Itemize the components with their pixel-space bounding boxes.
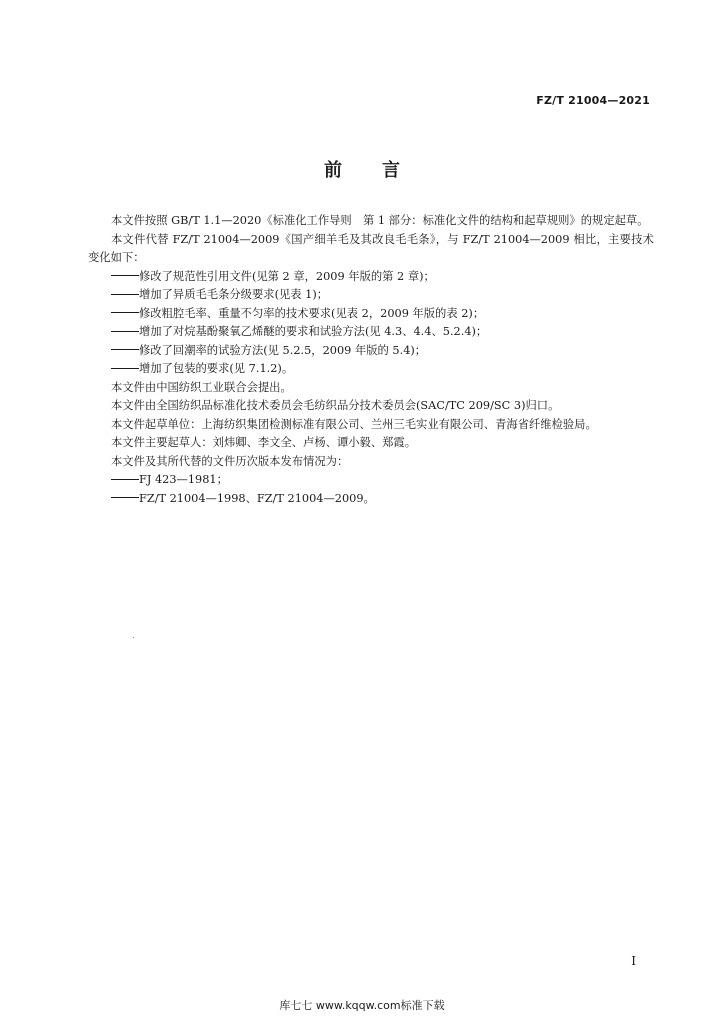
paragraph-history-intro: 本文件及其所代替的文件历次版本发布情况为： — [111, 454, 349, 468]
list-item — [88, 268, 654, 287]
dash-mark — [111, 312, 139, 313]
change-item-text: 增加了对烷基酚聚氧乙烯醚的要求和试验方法(见 4.3、4.4、5.2.4)； — [139, 325, 488, 338]
title-char-1: 前 — [324, 160, 342, 181]
change-item-text: 增加了异质毛毛条分级要求(见表 1)； — [139, 288, 329, 301]
paragraph-replacement: 本文件代替 FZ/T 21004—2009《国产细羊毛及其改良毛毛条》，与 FZ/T 21004—2009 相比，主要技术变化如下： — [88, 232, 654, 264]
title-char-2: 言 — [382, 160, 400, 181]
change-item-text: 增加了包装的要求(见 7.1.2)。 — [139, 362, 294, 375]
dash-mark — [111, 331, 139, 332]
paragraph-drafting-rules: 本文件按照 GB/T 1.1—2020《标准化工作导则 第 1 部分：标准化文件的结构和起草规则》的规定起草。 — [111, 214, 649, 227]
page-title — [0, 156, 724, 182]
dash-mark — [111, 349, 139, 350]
dash-mark — [111, 497, 139, 498]
list-item — [88, 342, 654, 361]
dash-mark — [111, 294, 139, 295]
list-item — [88, 305, 654, 324]
change-item-text: 修改了规范性引用文件(见第 2 章，2009 年版的第 2 章)； — [139, 269, 435, 283]
list-item — [88, 490, 654, 509]
page-number: I — [631, 954, 636, 968]
list-item — [88, 286, 654, 305]
paragraph-committee: 本文件由全国纺织品标准化技术委员会毛纺织品分技术委员会(SAC/TC 209/SC 3)归口。 — [111, 399, 560, 412]
list-item — [88, 471, 654, 490]
dash-mark — [111, 368, 139, 369]
dash-mark — [111, 275, 139, 276]
scan-speck — [133, 637, 134, 638]
paragraph-drafting-units: 本文件起草单位：上海纺织集团检测标准有限公司、兰州三毛实业有限公司、青海省纤维检验局。 — [111, 417, 597, 431]
list-item — [88, 323, 654, 342]
paragraph-proposer: 本文件由中国纺织工业联合会提出。 — [111, 380, 292, 394]
change-item-text: 修改了回潮率的试验方法(见 5.2.5，2009 年版的 5.4)； — [139, 343, 427, 357]
history-item-text: FZ/T 21004—1998、FZ/T 21004—2009。 — [139, 491, 375, 505]
change-item-text: 修改粗腔毛率、重量不匀率的技术要求(见表 2，2009 年版的表 2)； — [139, 306, 485, 320]
standard-code: FZ/T 21004—2021 — [536, 94, 650, 107]
history-item-text: FJ 423—1981； — [139, 473, 228, 486]
list-item — [88, 360, 654, 379]
foreword-body — [88, 212, 654, 508]
dash-mark — [111, 479, 139, 480]
paragraph-drafters: 本文件主要起草人：刘炜卿、李文全、卢杨、谭小毅、郑霞。 — [111, 436, 417, 449]
footer-watermark: 库七七 www.kqqw.com标准下载 — [279, 999, 445, 1012]
